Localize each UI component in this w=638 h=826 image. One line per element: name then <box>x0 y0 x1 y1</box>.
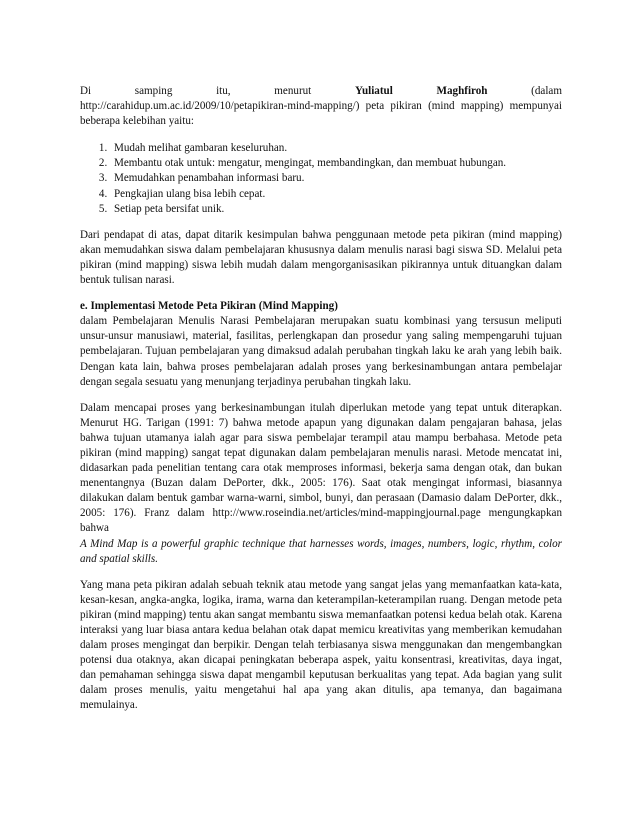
body-paragraph: dalam Pembelajaran Menulis Narasi Pembelajaran merupakan suatu kombinasi yang tersusun meliputi unsur-unsur manusiawi, material, fasilitas, perlengkapan dan prosedur yang saling mempengaruhi tujuan pembelajaran. Tujuan pembelajaran yang dimaksud adalah perubahan tingkah laku ke arah yang lebih baik. Dengan kata lain, bahwa proses pembelajaran adalah proses yang berkesinambungan antara pembelajar dengan segala sesuatu yang menunjang terjadinya perubahan tingkah laku. <box>80 315 562 388</box>
list-item: 1. Mudah melihat gambaran keseluruhan. <box>110 141 562 156</box>
benefits-list <box>80 141 562 216</box>
intro-first-line <box>80 84 562 99</box>
list-item: 2. Membantu otak untuk: mengatur, mengingat, membandingkan, dan membuat hubungan. <box>110 156 562 171</box>
quote-paragraph: A Mind Map is a powerful graphic technique that harnesses words, images, numbers, logic, rhythm, color and spatial skills. <box>80 537 562 565</box>
list-item: 5. Setiap peta bersifat unik. <box>110 202 562 217</box>
document-page <box>80 84 562 714</box>
intro-word: Di <box>80 85 92 97</box>
author-first-name: Yuliatul <box>354 85 393 97</box>
intro-word: samping <box>134 85 173 97</box>
list-item: 3. Memudahkan penambahan informasi baru. <box>110 171 562 186</box>
intro-text: http://carahidup.um.ac.id/2009/10/petapikiran-mind-mapping/) peta pikiran (mind mapping) mempunyai beberapa kelebihan yaitu: <box>80 100 562 128</box>
intro-word: menurut <box>274 85 312 97</box>
conclusion-paragraph: Dari pendapat di atas, dapat ditarik kesimpulan bahwa penggunaan metode peta pikiran (mind mapping) akan memudahkan siswa dalam pembelajaran khususnya dalam menulis narasi bagi siswa SD. Melalui peta pikiran (mind mapping) siswa lebih mudah dalam mengorganisasikan pikirannya untuk dituangkan dalam bentuk tulisan narasi. <box>80 228 562 287</box>
intro-word: itu, <box>216 85 231 97</box>
intro-word: (dalam <box>531 85 562 97</box>
list-item: 4. Pengkajian ulang bisa lebih cepat. <box>110 187 562 202</box>
author-last-name: Maghfiroh <box>436 85 488 97</box>
section-heading: e. Implementasi Metode Peta Pikiran (Mind Mapping) <box>80 300 338 313</box>
body-paragraph: Dalam mencapai proses yang berkesinambungan itulah diperlukan metode yang tepat untuk diterapkan. Menurut HG. Tarigan (1991: 7) bahwa metode apapun yang digunakan dalam pengajaran bahasa, jelas bahwa tujuan utamanya ialah agar para siswa pembelajar terampil atau mampu berbahasa. Metode peta pikiran (mind mapping) sangat tepat digunakan dalam pembelajaran menulis narasi. Metode mencatat ini, didasarkan pada penelitian tentang cara otak memproses informasi, bekerja sama dengan otak, dan bukan menentangnya (Buzan dalam DePorter, dkk., 2005: 176). Saat otak mengingat informasi, biasannya dilakukan dalam bentuk gambar warna-warni, simbol, bunyi, dan perasaan (Damasio dalam DePorter, dkk., 2005: 176). Franz dalam http://www.roseindia.net/articles/mind-mappingjournal.page mengungkapkan bahwa <box>80 401 562 535</box>
body-paragraph: Yang mana peta pikiran adalah sebuah teknik atau metode yang sangat jelas yang memanfaatkan kata-kata, kesan-kesan, angka-angka, logika, irama, warna dan keterampilan-keterampilan ruang. Dengan metode peta pikiran (mind mapping) tentu akan sangat membantu siswa memanfaatkan potensi kedua belah otak. Karena interaksi yang luar biasa antara kedua belahan otak dapat memicu kreativitas yang memberikan kemudahan dalam proses mengingat dan berpikir. Dengan telah terbiasanya siswa menggunakan dan mengembangkan potensi dua otaknya, akan dicapai peningkatan beberapa aspek, yaitu konsentrasi, kreativitas, daya ingat, dan pemahaman sehingga siswa dapat mengambil keputusan berkualitas yang tepat. Ada bagian yang sulit dalam proses menulis, yaitu mengetahui hal apa yang akan ditulis, apa temanya, dan bagaimana memulainya. <box>80 578 562 712</box>
